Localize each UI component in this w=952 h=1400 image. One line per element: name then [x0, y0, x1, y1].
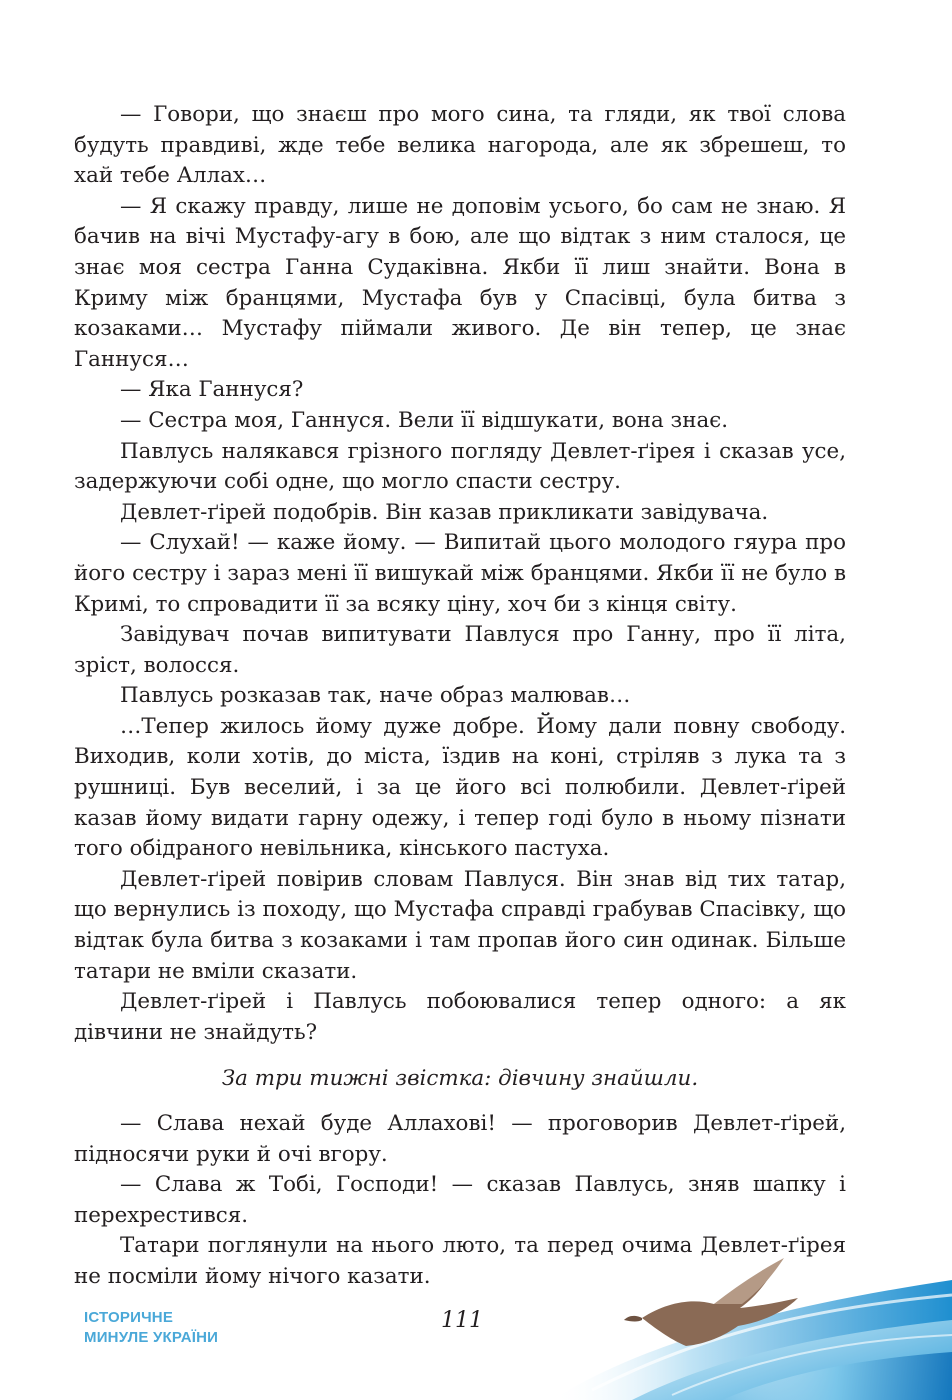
paragraph: Татари поглянули на нього люто, та перед очима Девлет-ґірея не посміли йому нічого казати. — [74, 1233, 846, 1289]
wave-decoration — [492, 1240, 952, 1400]
footer-label-line: МИНУЛЕ УКРАЇНИ — [84, 1329, 219, 1346]
paragraph: Девлет-ґірей і Павлусь побоювалися тепер одного: а як дівчини не знайдуть? — [74, 989, 846, 1045]
paragraph: — Слава нехай буде Аллахові! — проговорив Девлет-ґірей, підносячи руки й очі вгору. — [74, 1111, 846, 1167]
paragraph: Завідувач почав випитувати Павлуся про Ганну, про її літа, зріст, волосся. — [74, 622, 846, 678]
footer-series-label — [84, 1308, 218, 1348]
text-body — [74, 100, 846, 1293]
paragraph: Павлусь налякався грізного погляду Девлет-ґірея і сказав усе, задержуючи собі одне, що могло спасти сестру. — [74, 438, 846, 495]
paragraph: — Слава ж Тобі, Господи! — сказав Павлусь, зняв шапку і перехрестився. — [74, 1172, 846, 1228]
footer-label-line: ІСТОРИЧНЕ — [84, 1309, 174, 1326]
page-number: 111 — [441, 1308, 483, 1333]
paragraph: — Сестра моя, Ганнуся. Вели її відшукати, вона знає. — [120, 407, 729, 433]
paragraph: — Я скажу правду, лише не доповім усього, бо сам не знаю. Я бачив на вічі Мустафу-агу в бою, але що відтак з ним сталося, це знає моя сестра Ганна Судаківна. Якби її лиш знайти. Вона в Криму між бранцями, Мустафа був у Спасівці, була битва з козаками… Мустафу піймали живого. Де він тепер, це знає Ганнуся… — [74, 193, 846, 372]
paragraph: …Тепер жилось йому дуже добре. Йому дали повну свободу. Виходив, коли хотів, до міста, їздив на коні, стріляв з лука та з рушниці. Був веселий, і за це його всі полюбили. Девлет-ґірей казав йому видати гарну одежу, і тепер годі було в ньому пізнати того обідраного невільника, кінського пастуха. — [74, 713, 846, 862]
centered-italic-line: За три тижні звістка: дівчину знайшли. — [221, 1066, 699, 1092]
paragraph: Павлусь розказав так, наче образ малював… — [120, 683, 631, 709]
paragraph: Девлет-ґірей повірив словам Павлуся. Він знав від тих татар, що вернулись із походу, що Мустафа справді грабував Спасівку, що відтак була битва з козаками і там пропав його син одинак. Більше татари не вміли сказати. — [74, 866, 846, 984]
paragraph: — Слухай! — каже йому. — Випитай цього молодого гяура про його сестру і зараз мені її вишукай між бранцями. Якби її не було в Кримі, то спровадити її за всяку ціну, хоч би з кінця світу. — [74, 530, 846, 617]
paragraph: — Яка Ганнуся? — [120, 377, 304, 403]
paragraph: Девлет-ґірей подобрів. Він казав прикликати завідувача. — [120, 499, 769, 525]
paragraph: — Говори, що знаєш про мого сина, та гляди, як твої слова будуть правдиві, жде тебе велика нагорода, але як збрешеш, то хай тебе Аллах… — [74, 102, 846, 189]
